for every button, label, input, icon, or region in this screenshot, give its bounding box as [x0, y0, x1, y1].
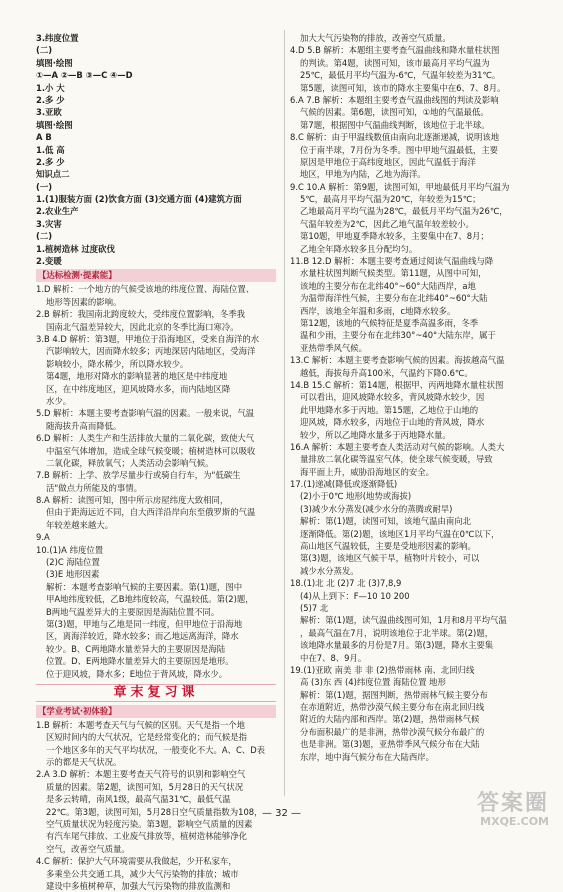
left-column-line: 10.(1)A 纬度位置 [36, 544, 104, 555]
left-column-line: 地形等因素的影响。 [46, 296, 122, 307]
right-column-line: 解析：第(1)题，据图判断，热带雨林气候主要分布 [300, 689, 488, 700]
left-column-line: 影响较小，降水稀少，所以降水较少。 [46, 358, 189, 369]
watermark-logo: 答案圈 [476, 791, 549, 816]
left-column-line: 位置。D、E两地降水量差异大的主要原因是地形。 [46, 656, 234, 667]
right-column-line: 东岸，地中海气候分布在大陆西岸。 [300, 751, 434, 762]
left-column-line: 3.纬度位置 [36, 33, 79, 43]
left-column-line: (3)E 地形因素 [46, 569, 100, 580]
right-column-line: 该地的主要分布在北纬40°~60°大陆西岸，a地 [300, 280, 476, 291]
right-column-line: 地区，甲地为内陆，乙地为海洋。 [300, 169, 426, 180]
left-column-line: 2.变暖 [36, 256, 62, 267]
left-column-line: 区，在中纬度地区，迎风坡降水多，而内陆地区降 [46, 383, 231, 394]
left-column-line: 2.多 少 [36, 156, 65, 167]
right-column-line: 第12题，该地的气候特征是夏季高温多雨，冬季 [300, 317, 479, 328]
watermark [477, 792, 549, 828]
right-column-line: 量排放二氧化碳等温室气体，使全球气候变暖，导致 [300, 454, 493, 465]
right-column-line: 4.D 5.B 解析：本题组主要考查气温曲线和降水量柱状图 [290, 45, 500, 56]
right-column-line: 13.C 解析：本题主要考查影响气候的因素。海拔越高气温 [290, 355, 505, 366]
left-column-line: 22℃。第3题，读图可知，5月28日空气质量指数为108， [46, 806, 263, 817]
page-number: — 32 — [261, 808, 302, 819]
right-column-line: 此甲地降水多于丙地。第15题，乙地位于山地的 [300, 404, 479, 415]
right-column-line: 水量柱状图判断气候类型。第11题，从图中可知， [300, 268, 487, 279]
left-column-line: 4.C 解析：保护大气环境需要从我做起，少开私家车， [36, 856, 237, 867]
right-column-line: 在赤道附近，热带沙漠气候主要分布在南北回归线 [300, 702, 485, 713]
left-column-line: 解析：本题考查影响气候的主要因素。第(1)题，图中 [46, 581, 243, 592]
right-column-line: 14.B 15.C 解析：第14题，根据甲、丙两地降水量柱状图 [290, 379, 504, 390]
column-divider [284, 30, 285, 796]
chapter-title: 章末复习课 [36, 684, 276, 702]
left-column-line: A B [36, 132, 52, 143]
right-column [290, 32, 538, 763]
left-column-line: 汽影响较大，因而降水较多；丙地深居内陆地区，受海洋 [46, 346, 256, 357]
right-column-line: 11.B 12.D 解析：本题主要考查通过阅读气温曲线与降 [290, 256, 494, 267]
right-column-line: 逐渐降低。第(2)题，该地区1月平均气温在0℃以下， [300, 528, 500, 539]
right-column-line: 温和少雨，主要分布在北纬30°~40°大陆东岸，属于 [300, 330, 496, 341]
right-column-line: 25℃，最低月平均气温为-6℃，气温年较差为31℃。 [300, 70, 501, 81]
right-column-line: 西岸，该地全年温和多雨，c地降水较多。 [300, 305, 456, 316]
left-column-line: 1.植树造林 过度砍伐 [36, 243, 115, 254]
right-column-line: 第(3)题，该地区气候干旱，植物叶片较小，可以 [300, 553, 480, 564]
left-column-line: 3.B 4.D 解析：第3题，甲地位于沿海地区，受来自海洋的水 [36, 333, 260, 344]
right-column-line: 迎风坡，降水较多，丙地位于山地的背风坡，降水 [300, 417, 485, 428]
right-column-line: 17.(1)递减(降低或逐渐降低) [290, 479, 398, 490]
left-column-line: (2)C 海陆位置 [46, 557, 100, 568]
left-column-line: 知识点二 [36, 169, 70, 180]
left-column-line: 位于迎风坡，降水多；E地位于背风坡，降水少。 [46, 668, 228, 679]
right-column-line: 为温带海洋性气候，主要分布在北纬40°~60°大陆 [300, 293, 488, 304]
left-column-line: 较少。B、C两地降水量差异大的主要原因是海陆 [46, 643, 226, 654]
left-column-line: 第4题，地形对降水的影响显著的地区是中纬度地 [46, 371, 228, 382]
left-column-line: 空气质量状况为轻度污染。第3题，影响空气质量的因素 [46, 819, 253, 830]
left-column-line: 8.A 解析：读图可知，图中所示房屋纬度大致相同， [36, 495, 229, 506]
left-column-line: 1.低 高 [36, 144, 65, 155]
right-column-line: 原因是甲地位于高纬度地区，因此气温低于海洋 [300, 156, 476, 167]
left-column-line: 中温室气体增加，造成全球气候变暖；植树造林可以吸收 [46, 445, 256, 456]
right-column-line: 的判读。第4题，读图可知，该市最高月平均气温为 [300, 57, 490, 68]
left-column-line: 3.灾害 [36, 218, 62, 229]
right-column-line: 第7题，根据图中气温曲线判断，该地位于北半球。 [300, 119, 490, 130]
right-column-line: 海平面上升，威胁沿海地区的安全。 [300, 466, 434, 477]
left-column-line: 第(3)题，甲地与乙地是同一纬度，但甲地位于沿海地 [46, 618, 243, 629]
right-column-line: 附近的大陆内部和西岸。第(2)题，热带雨林气候 [300, 714, 480, 725]
left-column-line: 1.(1)服装方面 (2)饮食方面 (3)交通方面 (4)建筑方面 [36, 194, 242, 205]
right-column-line: ，最高气温在7月，说明该地位于北半球。第(2)题， [300, 627, 494, 638]
right-column-line: 较少，所以乙地降水量多于丙地降水量。 [300, 429, 451, 440]
left-column-line: 填图·绘图 [36, 119, 73, 130]
left-column-line: 2.A 3.D 解析：本题主要考查天气符号的识别和影响空气 [36, 769, 246, 780]
left-column-line: 7.B 解析：上学、放学尽量步行或骑自行车，为"低碳生 [36, 470, 241, 481]
left-column-line: 甲A地纬度较低，乙B地纬度较高，气温较低。第(2)题， [46, 594, 254, 605]
left-column-line: 2.B 解析：我国南北跨度较大，受纬度位置影响，冬季我 [36, 309, 246, 320]
right-column-line: 解析：第(1)题，读气温曲线图可知，1月和8月平均气温 [300, 615, 507, 626]
right-column-line: (5)7 北 [300, 602, 329, 613]
left-column-line: 质量的因素。第2题，读图可知，5月28日的天气状况 [46, 781, 244, 792]
left-column-line: 但由于距海远近不同，自大西洋沿岸向东至俄罗斯的气温 [46, 507, 256, 518]
right-column-line: 乙地最高月平均气温为28℃，最低月平均气温为26℃， [300, 206, 508, 217]
right-column-line: 5℃，最高月平均气温为20℃，年较差为15℃； [300, 194, 481, 205]
left-column-line: 区短时间内的大气状况，它是经常变化的；而气候是指 [46, 732, 247, 743]
left-column-line: (一) [36, 181, 53, 192]
right-column-line: 越低，海拔每升高100米，气温约下降0.6℃。 [300, 367, 473, 378]
left-column-line: 1.小 大 [36, 82, 65, 93]
left-column-line: (二) [36, 45, 53, 56]
right-column-line: 气候的因素。第6题，读图可知，①地的气温最低。 [300, 107, 489, 118]
section-band: 【学业考试·初体验】 [36, 705, 276, 718]
right-column-line: 16.A 解析：本题主要考查人类活动对气候的影响。人类大 [290, 441, 505, 452]
right-column-line: 位于南半球，7月份为冬季。图中甲地气温最低，主要 [300, 144, 498, 155]
right-column-line: 第10题，甲地夏季降水较多，主要集中在7、8月； [300, 231, 489, 242]
right-column-line: 9.C 10.A 解析：第9题，读图可知，甲地最低月平均气温为 [290, 181, 510, 192]
left-column-line: 示的都是天气状况。 [46, 757, 122, 768]
left-column-line: 水少。 [46, 395, 72, 406]
left-column-line: 9.A [36, 532, 50, 543]
left-column-line: 活"做点力所能及的事情。 [46, 482, 142, 493]
left-column-line: 空气，改善空气质量。 [46, 843, 130, 854]
right-column-line: 该地降水量最多的月份是7月。第(3)题，降水主要集 [300, 640, 494, 651]
right-column-line: (3)减少水分蒸发(减少水分的蒸腾或耐旱) [300, 503, 453, 514]
left-column-line: 6.D 解析：人类生产和生活排放大量的二氧化碳，致使大气 [36, 433, 255, 444]
right-column-line: (4)从上到下：F—10 10 200 [300, 590, 410, 601]
left-column-line: 有汽车尾气排放、工业废气排放等，植树造林能够净化 [46, 831, 247, 842]
section-band: 【达标检测·提素能】 [36, 269, 276, 282]
right-column-line: 亚热带季风气候。 [300, 342, 367, 353]
left-column-line: 3.亚欧 [36, 107, 62, 118]
left-column-line: 填图·绘图 [36, 57, 73, 68]
left-column-line: 1.B 解析：本题考查天气与气候的区别。天气是指一个地 [36, 719, 246, 730]
right-column-line: 18.(1)北 北 (2)7 北 (3)7,8,9 [290, 578, 402, 589]
right-column-line: 高 (3)东 西 (4)纬度位置 海陆位置 地形 [300, 677, 446, 688]
left-column-line: 国南北气温差异较大，因此北京的冬季比海口寒冷。 [46, 321, 239, 332]
right-column-line: 分布面积最广的是非洲，热带沙漠气候分布最广的 [300, 726, 485, 737]
right-column-line: 可以看出，迎风坡降水较多，背风坡降水较少，因 [300, 392, 485, 403]
right-column-line: 乙地全年降水较多且分配均匀。 [300, 243, 418, 254]
left-column-line: 建设中多植树种草，加强大气污染物的排放监测和 [46, 881, 231, 891]
left-column-line: ①—A ②—B ③—C ④—D [36, 70, 133, 81]
right-column-line: (2)小于0℃ 地形(地势或海拔) [300, 491, 412, 502]
right-column-line: 解析：第(1)题，读图可知，该地气温由南向北 [300, 516, 471, 527]
right-column-line: 8.C 解析：由于甲温线数值由南向北逐渐递减，说明该地 [290, 132, 500, 143]
left-column-line: 2.多 少 [36, 94, 65, 105]
left-column-line: 2.农业生产 [36, 206, 79, 217]
right-column-line: 19.(1)亚欧 南美 非 非 (2)热带雨林 南、北回归线 [290, 664, 475, 675]
right-column-line: 加大大气污染物的排放，改善空气质量。 [300, 33, 451, 43]
left-column-line: 5.D 解析：本题主要考查影响气温的因素。一般来说，气温 [36, 408, 255, 419]
left-column-line: 多乘坐公共交通工具，减少大气污染物的排放；城市 [46, 868, 239, 879]
right-column-line: 气温年较差为2℃，因此乙地气温年较差较小。 [300, 218, 474, 229]
left-column-line: 二氧化碳，释放氧气；人类活动会影响气候。 [46, 457, 214, 468]
left-column-line: 年较差越来越大。 [46, 519, 113, 530]
left-column-line: 是多云转晴，南风1级，最高气温31℃，最低气温 [46, 794, 231, 805]
left-column-line: 随海拔升高而降低。 [46, 420, 122, 431]
left-column-line: 1.D 解析：一个地方的气候受该地的纬度位置、海陆位置、 [36, 284, 255, 295]
left-column-line: 区，离海洋较近，降水较多；而乙地远离海洋，降水 [46, 631, 239, 642]
right-column-line: 高山地区气温较低，主要是受地形因素的影响。 [300, 541, 476, 552]
left-column [36, 32, 276, 892]
right-column-line: 中在7、8、9月。 [300, 652, 367, 663]
right-column-line: 减少水分蒸发。 [300, 565, 359, 576]
watermark-url: MXQE.COM [480, 815, 549, 828]
right-column-line: 第5题，读图可知，该市的降水主要集中在6、7、8月。 [300, 82, 506, 93]
left-column-line: B两地气温差异大的主要原因是海陆位置不同。 [46, 606, 220, 617]
right-column-line: 也是非洲。第(3)题，亚热带季风气候分布在大陆 [300, 739, 480, 750]
left-column-line: 一个地区多年的天气平均状况，一般变化不大。A、C、D表 [46, 744, 266, 755]
right-column-line: 6.A 7.B 解析：本题组主要考查气温曲线图的判读及影响 [290, 94, 499, 105]
left-column-line: (二) [36, 231, 53, 242]
